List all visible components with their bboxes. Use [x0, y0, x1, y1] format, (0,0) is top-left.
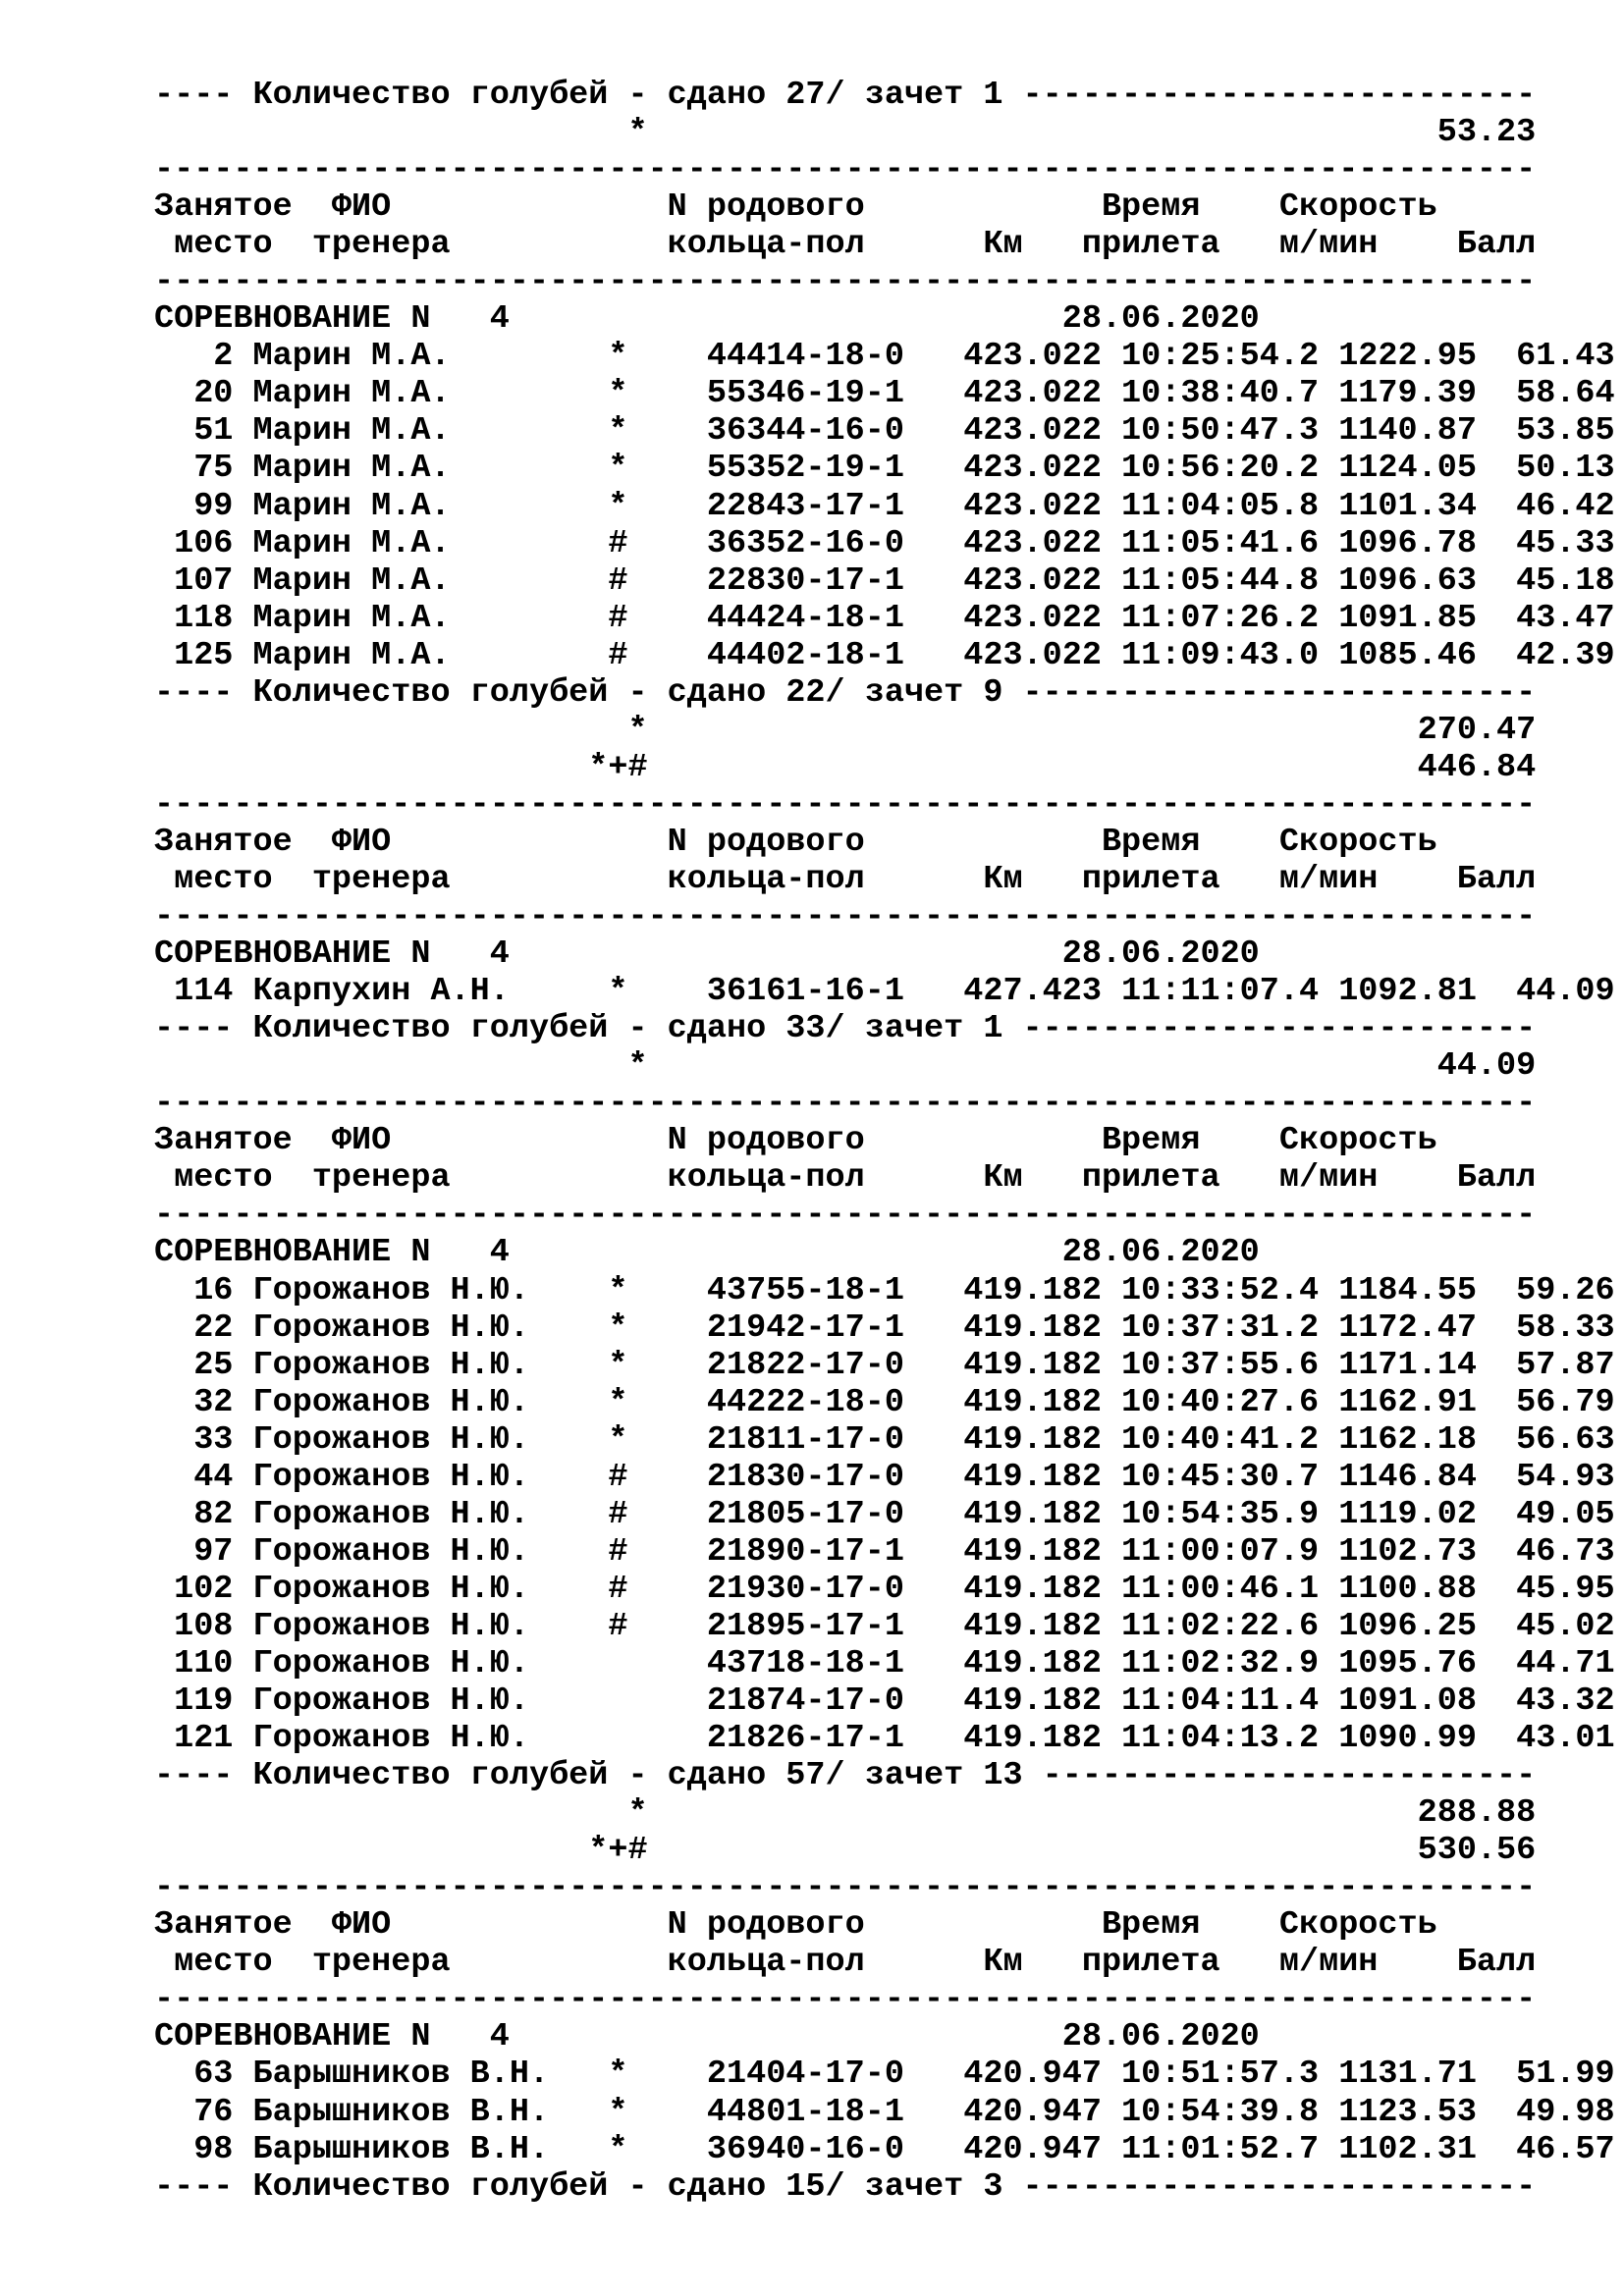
table-row: 102 Горожанов Н.Ю. # 21930-17-0 419.182 11:00:46.1 1100.88 45.95: [154, 1570, 1615, 1608]
column-header: место тренера кольца-пол Км прилета м/мин Балл: [154, 860, 1537, 898]
subtotal-line: * 53.23: [154, 114, 1537, 152]
table-row: 97 Горожанов Н.Ю. # 21890-17-1 419.182 11:00:07.9 1102.73 46.73: [154, 1532, 1615, 1571]
summary-line: ---- Количество голубей - сдано 15/ зачет 3 --------------------------: [154, 2167, 1537, 2206]
table-row: 107 Марин М.А. # 22830-17-1 423.022 11:05:44.8 1096.63 45.18: [154, 561, 1615, 600]
column-header: Занятое ФИО N родового Время Скорость: [154, 188, 1537, 227]
competition-header: СОРЕВНОВАНИЕ N 4 28.06.2020: [154, 2018, 1537, 2056]
table-row: 119 Горожанов Н.Ю. 21874-17-0 419.182 11:04:11.4 1091.08 43.32: [154, 1682, 1615, 1721]
table-row: 82 Горожанов Н.Ю. # 21805-17-0 419.182 10:54:35.9 1119.02 49.05: [154, 1495, 1615, 1533]
table-row: 22 Горожанов Н.Ю. * 21942-17-1 419.182 10:37:31.2 1172.47 58.33: [154, 1308, 1615, 1347]
separator-line: ----------------------------------------------------------------------: [154, 785, 1537, 824]
column-header: Занятое ФИО N родового Время Скорость: [154, 823, 1537, 861]
competition-header: СОРЕВНОВАНИЕ N 4 28.06.2020: [154, 300, 1537, 339]
summary-line: ---- Количество голубей - сдано 33/ зачет 1 --------------------------: [154, 1010, 1537, 1048]
table-row: 16 Горожанов Н.Ю. * 43755-18-1 419.182 10:33:52.4 1184.55 59.26: [154, 1271, 1615, 1309]
separator-line: ----------------------------------------------------------------------: [154, 1981, 1537, 2019]
column-header: место тренера кольца-пол Км прилета м/мин Балл: [154, 226, 1537, 264]
separator-line: ----------------------------------------------------------------------: [154, 1869, 1537, 1907]
separator-line: ----------------------------------------------------------------------: [154, 151, 1537, 189]
summary-line: ---- Количество голубей - сдано 27/ зачет 1 --------------------------: [154, 77, 1537, 114]
table-row: 108 Горожанов Н.Ю. # 21895-17-1 419.182 11:02:22.6 1096.25 45.02: [154, 1607, 1615, 1645]
table-row: 63 Барышников В.Н. * 21404-17-0 420.947 10:51:57.3 1131.71 51.99: [154, 2056, 1615, 2094]
competition-header: СОРЕВНОВАНИЕ N 4 28.06.2020: [154, 935, 1537, 974]
separator-line: ----------------------------------------------------------------------: [154, 898, 1537, 936]
summary-line: ---- Количество голубей - сдано 22/ зачет 9 --------------------------: [154, 673, 1537, 712]
subtotal-line: *+# 530.56: [154, 1832, 1537, 1870]
table-row: 20 Марин М.А. * 55346-19-1 423.022 10:38:40.7 1179.39 58.64: [154, 375, 1615, 413]
subtotal-line: * 288.88: [154, 1794, 1537, 1833]
table-row: 51 Марин М.А. * 36344-16-0 423.022 10:50:47.3 1140.87 53.85: [154, 412, 1615, 451]
separator-line: ----------------------------------------------------------------------: [154, 1197, 1537, 1235]
table-row: 2 Марин М.А. * 44414-18-0 423.022 10:25:54.2 1222.95 61.43: [154, 338, 1615, 376]
table-row: 110 Горожанов Н.Ю. 43718-18-1 419.182 11:02:32.9 1095.76 44.71: [154, 1644, 1615, 1682]
table-row: 25 Горожанов Н.Ю. * 21822-17-0 419.182 10:37:55.6 1171.14 57.87: [154, 1346, 1615, 1384]
column-header: Занятое ФИО N родового Время Скорость: [154, 1122, 1537, 1160]
table-row: 125 Марин М.А. # 44402-18-1 423.022 11:09:43.0 1085.46 42.39: [154, 636, 1615, 674]
separator-line: ----------------------------------------------------------------------: [154, 263, 1537, 301]
column-header: Занятое ФИО N родового Время Скорость: [154, 1906, 1537, 1945]
table-row: 32 Горожанов Н.Ю. * 44222-18-0 419.182 10:40:27.6 1162.91 56.79: [154, 1383, 1615, 1421]
table-row: 76 Барышников В.Н. * 44801-18-1 420.947 10:54:39.8 1123.53 49.98: [154, 2093, 1615, 2131]
column-header: место тренера кольца-пол Км прилета м/мин Балл: [154, 1944, 1537, 1982]
summary-line: ---- Количество голубей - сдано 57/ зачет 13 -------------------------: [154, 1757, 1537, 1795]
table-row: 106 Марин М.А. # 36352-16-0 423.022 11:05:41.6 1096.78 45.33: [154, 524, 1615, 562]
table-row: 118 Марин М.А. # 44424-18-1 423.022 11:07:26.2 1091.85 43.47: [154, 599, 1615, 637]
table-row: 99 Марин М.А. * 22843-17-1 423.022 11:04:05.8 1101.34 46.42: [154, 487, 1615, 525]
separator-line: ----------------------------------------------------------------------: [154, 1085, 1537, 1123]
table-row: 98 Барышников В.Н. * 36940-16-0 420.947 11:01:52.7 1102.31 46.57: [154, 2130, 1615, 2168]
subtotal-line: * 44.09: [154, 1047, 1537, 1086]
table-row: 114 Карпухин А.Н. * 36161-16-1 427.423 11:11:07.4 1092.81 44.09: [154, 973, 1615, 1011]
table-row: 44 Горожанов Н.Ю. # 21830-17-0 419.182 10:45:30.7 1146.84 54.93: [154, 1458, 1615, 1496]
table-row: 121 Горожанов Н.Ю. 21826-17-1 419.182 11:04:13.2 1090.99 43.01: [154, 1720, 1615, 1758]
competition-header: СОРЕВНОВАНИЕ N 4 28.06.2020: [154, 1234, 1537, 1272]
table-row: 75 Марин М.А. * 55352-19-1 423.022 10:56:20.2 1124.05 50.13: [154, 450, 1615, 488]
subtotal-line: * 270.47: [154, 711, 1537, 749]
column-header: место тренера кольца-пол Км прилета м/мин Балл: [154, 1159, 1537, 1198]
results-listing: [154, 77, 1615, 2206]
subtotal-line: *+# 446.84: [154, 748, 1537, 786]
table-row: 33 Горожанов Н.Ю. * 21811-17-0 419.182 10:40:41.2 1162.18 56.63: [154, 1420, 1615, 1459]
